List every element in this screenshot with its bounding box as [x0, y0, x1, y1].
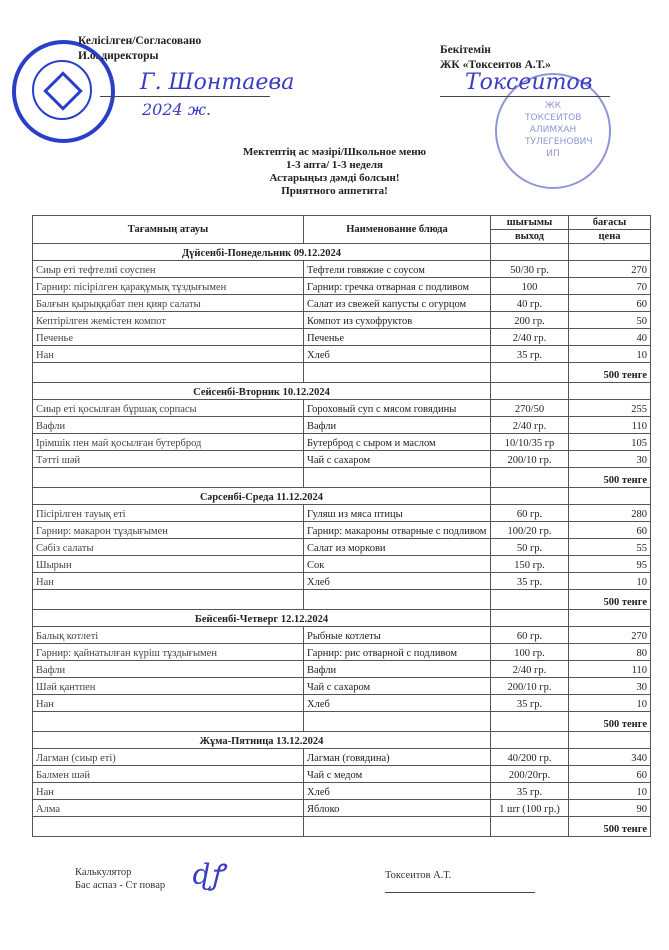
dish-yield: 100	[491, 278, 569, 295]
dish-yield: 200 гр.	[491, 312, 569, 329]
dish-name-ru: Вафли	[304, 417, 491, 434]
dish-name-ru: Гарнир: рис отварной с подливом	[304, 644, 491, 661]
ip-stamp-text: ЖК ТОКСЕИТОВ АЛИМХАН ТУЛЕГЕНОВИЧ ИП	[525, 101, 593, 159]
dish-name-ru: Хлеб	[304, 346, 491, 363]
dish-name-ru: Чай с сахаром	[304, 678, 491, 695]
signature-line-right	[440, 96, 610, 97]
approval-right	[440, 43, 551, 73]
empty-cell	[569, 488, 651, 505]
dish-name-kz: Лагман (сиыр еті)	[33, 749, 304, 766]
menu-item-row	[33, 766, 651, 783]
menu-item-row	[33, 346, 651, 363]
dish-name-ru: Салат из моркови	[304, 539, 491, 556]
title-line3: Астарыңыз дәмді болсын!	[269, 172, 400, 184]
menu-item-row	[33, 539, 651, 556]
dish-price: 10	[569, 346, 651, 363]
dish-name-kz: Печенье	[33, 329, 304, 346]
approval-right-line1: Бекітемін	[440, 44, 491, 56]
dish-price: 90	[569, 800, 651, 817]
menu-item-row	[33, 295, 651, 312]
day-total: 500 тенге	[569, 468, 651, 488]
day-total-row	[33, 590, 651, 610]
dish-name-kz: Нан	[33, 346, 304, 363]
dish-price: 30	[569, 451, 651, 468]
header-yield-ru: выход	[491, 230, 569, 244]
dish-yield: 200/20гр.	[491, 766, 569, 783]
dish-name-kz: Гарнир: макарон тұздығымен	[33, 522, 304, 539]
day-total-row	[33, 817, 651, 837]
day-total: 500 тенге	[569, 363, 651, 383]
dish-name-ru: Чай с сахаром	[304, 451, 491, 468]
dish-name-ru: Гуляш из мяса птицы	[304, 505, 491, 522]
dish-name-kz: Нан	[33, 695, 304, 712]
menu-item-row	[33, 417, 651, 434]
menu-item-row	[33, 556, 651, 573]
dish-name-ru: Лагман (говядина)	[304, 749, 491, 766]
dish-price: 55	[569, 539, 651, 556]
empty-cell	[33, 817, 304, 837]
dish-price: 40	[569, 329, 651, 346]
dish-name-kz: Вафли	[33, 417, 304, 434]
day-name: Сәрсенбі-Среда 11.12.2024	[33, 488, 491, 505]
dish-price: 110	[569, 661, 651, 678]
empty-cell	[491, 488, 569, 505]
dish-price: 340	[569, 749, 651, 766]
signature-line-left	[100, 96, 270, 97]
dish-yield: 2/40 гр.	[491, 417, 569, 434]
dish-name-kz: Сәбіз салаты	[33, 539, 304, 556]
dish-name-kz: Балғын қырыққабат пен қияр салаты	[33, 295, 304, 312]
approval-left-line1: Келісілген/Согласовано	[78, 35, 202, 47]
dish-yield: 35 гр.	[491, 783, 569, 800]
empty-cell	[304, 363, 491, 383]
dish-price: 270	[569, 627, 651, 644]
menu-item-row	[33, 312, 651, 329]
dish-price: 95	[569, 556, 651, 573]
empty-cell	[491, 590, 569, 610]
day-header-row	[33, 488, 651, 505]
dish-yield: 60 гр.	[491, 505, 569, 522]
dish-name-ru: Хлеб	[304, 573, 491, 590]
dish-name-kz: Вафли	[33, 661, 304, 678]
empty-cell	[491, 817, 569, 837]
menu-item-row	[33, 678, 651, 695]
day-name: Бейсенбі-Четверг 12.12.2024	[33, 610, 491, 627]
dish-name-ru: Хлеб	[304, 783, 491, 800]
dish-price: 70	[569, 278, 651, 295]
empty-cell	[33, 363, 304, 383]
dish-price: 60	[569, 766, 651, 783]
menu-table	[32, 215, 651, 837]
header-ru-name: Наименование блюда	[304, 216, 491, 244]
menu-item-row	[33, 278, 651, 295]
footer-role2: Бас аспаз - Ст повар	[75, 880, 166, 891]
dish-yield: 2/40 гр.	[491, 329, 569, 346]
menu-item-row	[33, 573, 651, 590]
dish-name-ru: Гарнир: гречка отварная с подливом	[304, 278, 491, 295]
empty-cell	[304, 468, 491, 488]
menu-item-row	[33, 329, 651, 346]
dish-price: 280	[569, 505, 651, 522]
dish-name-ru: Рыбные котлеты	[304, 627, 491, 644]
header-price-kz: бағасы	[569, 216, 651, 230]
dish-name-ru: Гороховый суп с мясом говядины	[304, 400, 491, 417]
header-kz-name: Тағамның атауы	[33, 216, 304, 244]
menu-item-row	[33, 800, 651, 817]
day-header-row	[33, 610, 651, 627]
menu-item-row	[33, 644, 651, 661]
dish-name-ru: Яблоко	[304, 800, 491, 817]
dish-name-ru: Салат из свежей капусты с огурцом	[304, 295, 491, 312]
empty-cell	[569, 244, 651, 261]
dish-price: 10	[569, 695, 651, 712]
dish-name-kz: Гарнир: пісірілген қарақұмық тұздығымен	[33, 278, 304, 295]
approval-left	[78, 34, 201, 64]
empty-cell	[33, 590, 304, 610]
empty-cell	[491, 244, 569, 261]
dish-name-ru: Тефтели говяжие с соусом	[304, 261, 491, 278]
approval-left-line2: И.о. директоры	[78, 50, 159, 62]
empty-cell	[304, 712, 491, 732]
dish-yield: 35 гр.	[491, 346, 569, 363]
footer-roles	[75, 866, 165, 892]
menu-item-row	[33, 400, 651, 417]
document-title	[0, 146, 669, 198]
day-header-row	[33, 383, 651, 400]
empty-cell	[491, 610, 569, 627]
dish-name-kz: Шәй қантпен	[33, 678, 304, 695]
dish-yield: 270/50	[491, 400, 569, 417]
dish-name-kz: Балмен шәй	[33, 766, 304, 783]
director-signature: Г. Шонтаева	[140, 70, 295, 95]
dish-yield: 2/40 гр.	[491, 661, 569, 678]
dish-price: 60	[569, 522, 651, 539]
dish-price: 80	[569, 644, 651, 661]
dish-yield: 60 гр.	[491, 627, 569, 644]
dish-name-kz: Шырын	[33, 556, 304, 573]
dish-price: 255	[569, 400, 651, 417]
menu-item-row	[33, 783, 651, 800]
menu-item-row	[33, 261, 651, 278]
footer-name: Токсеитов А.Т.	[385, 870, 452, 881]
dish-yield: 100 гр.	[491, 644, 569, 661]
dish-price: 50	[569, 312, 651, 329]
footer-signature-line	[385, 892, 535, 893]
dish-yield: 1 шт (100 гр.)	[491, 800, 569, 817]
empty-cell	[569, 732, 651, 749]
dish-name-kz: Балық котлеті	[33, 627, 304, 644]
empty-cell	[33, 468, 304, 488]
day-total-row	[33, 712, 651, 732]
dish-name-kz: Ірімшік пен май қосылған бутерброд	[33, 434, 304, 451]
dish-name-kz: Сиыр еті қосылған бұршақ сорпасы	[33, 400, 304, 417]
menu-item-row	[33, 627, 651, 644]
dish-name-ru: Сок	[304, 556, 491, 573]
dish-yield: 50/30 гр.	[491, 261, 569, 278]
dish-yield: 200/10 гр.	[491, 678, 569, 695]
day-name: Сейсенбі-Вторник 10.12.2024	[33, 383, 491, 400]
dish-name-ru: Печенье	[304, 329, 491, 346]
dish-name-kz: Алма	[33, 800, 304, 817]
approval-right-line2: ЖК «Токсеитов А.Т.»	[440, 59, 551, 71]
dish-yield: 150 гр.	[491, 556, 569, 573]
dish-name-kz: Тәтті шәй	[33, 451, 304, 468]
menu-item-row	[33, 661, 651, 678]
dish-yield: 100/20 гр.	[491, 522, 569, 539]
dish-price: 110	[569, 417, 651, 434]
dish-name-kz: Гарнир: қайнатылған күріш тұздығымен	[33, 644, 304, 661]
dish-name-kz: Кептірілген жемістен компот	[33, 312, 304, 329]
dish-name-ru: Бутерброд с сыром и маслом	[304, 434, 491, 451]
header-price-ru: цена	[569, 230, 651, 244]
day-header-row	[33, 732, 651, 749]
dish-name-ru: Компот из сухофруктов	[304, 312, 491, 329]
approver-signature: Токсеитов	[465, 70, 593, 95]
dish-price: 60	[569, 295, 651, 312]
empty-cell	[491, 468, 569, 488]
day-total: 500 тенге	[569, 817, 651, 837]
dish-yield: 200/10 гр.	[491, 451, 569, 468]
dish-name-ru: Вафли	[304, 661, 491, 678]
dish-name-kz: Сиыр еті тефтелиі соуспен	[33, 261, 304, 278]
empty-cell	[304, 590, 491, 610]
dish-price: 10	[569, 573, 651, 590]
dish-yield: 40/200 гр.	[491, 749, 569, 766]
dish-yield: 35 гр.	[491, 695, 569, 712]
menu-item-row	[33, 695, 651, 712]
day-total-row	[33, 363, 651, 383]
title-line4: Приятного аппетита!	[281, 185, 388, 197]
header-yield-kz: шығымы	[491, 216, 569, 230]
menu-item-row	[33, 434, 651, 451]
empty-cell	[33, 712, 304, 732]
dish-yield: 40 гр.	[491, 295, 569, 312]
dish-name-ru: Гарнир: макароны отварные с подливом	[304, 522, 491, 539]
chef-signature-icon: ɖꝭ	[192, 858, 224, 891]
day-total: 500 тенге	[569, 590, 651, 610]
day-total: 500 тенге	[569, 712, 651, 732]
title-line1: Мектептің ас мәзірі/Школьное меню	[242, 146, 427, 158]
empty-cell	[491, 732, 569, 749]
approval-date: 2024 ж.	[142, 100, 212, 119]
dish-price: 30	[569, 678, 651, 695]
menu-item-row	[33, 749, 651, 766]
dish-yield: 10/10/35 гр	[491, 434, 569, 451]
dish-price: 105	[569, 434, 651, 451]
title-line2: 1-3 апта/ 1-3 неделя	[285, 159, 383, 171]
empty-cell	[491, 383, 569, 400]
dish-yield: 50 гр.	[491, 539, 569, 556]
day-name: Дүйсенбі-Понедельник 09.12.2024	[33, 244, 491, 261]
menu-item-row	[33, 522, 651, 539]
dish-name-kz: Нан	[33, 783, 304, 800]
day-header-row	[33, 244, 651, 261]
empty-cell	[491, 712, 569, 732]
menu-item-row	[33, 451, 651, 468]
dish-name-kz: Нан	[33, 573, 304, 590]
day-name: Жұма-Пятница 13.12.2024	[33, 732, 491, 749]
empty-cell	[569, 383, 651, 400]
empty-cell	[304, 817, 491, 837]
dish-name-ru: Чай с медом	[304, 766, 491, 783]
empty-cell	[569, 610, 651, 627]
menu-item-row	[33, 505, 651, 522]
dish-name-ru: Хлеб	[304, 695, 491, 712]
dish-price: 270	[569, 261, 651, 278]
empty-cell	[491, 363, 569, 383]
dish-yield: 35 гр.	[491, 573, 569, 590]
day-total-row	[33, 468, 651, 488]
dish-price: 10	[569, 783, 651, 800]
dish-name-kz: Пісірілген тауық еті	[33, 505, 304, 522]
footer-role1: Калькулятор	[75, 867, 132, 878]
